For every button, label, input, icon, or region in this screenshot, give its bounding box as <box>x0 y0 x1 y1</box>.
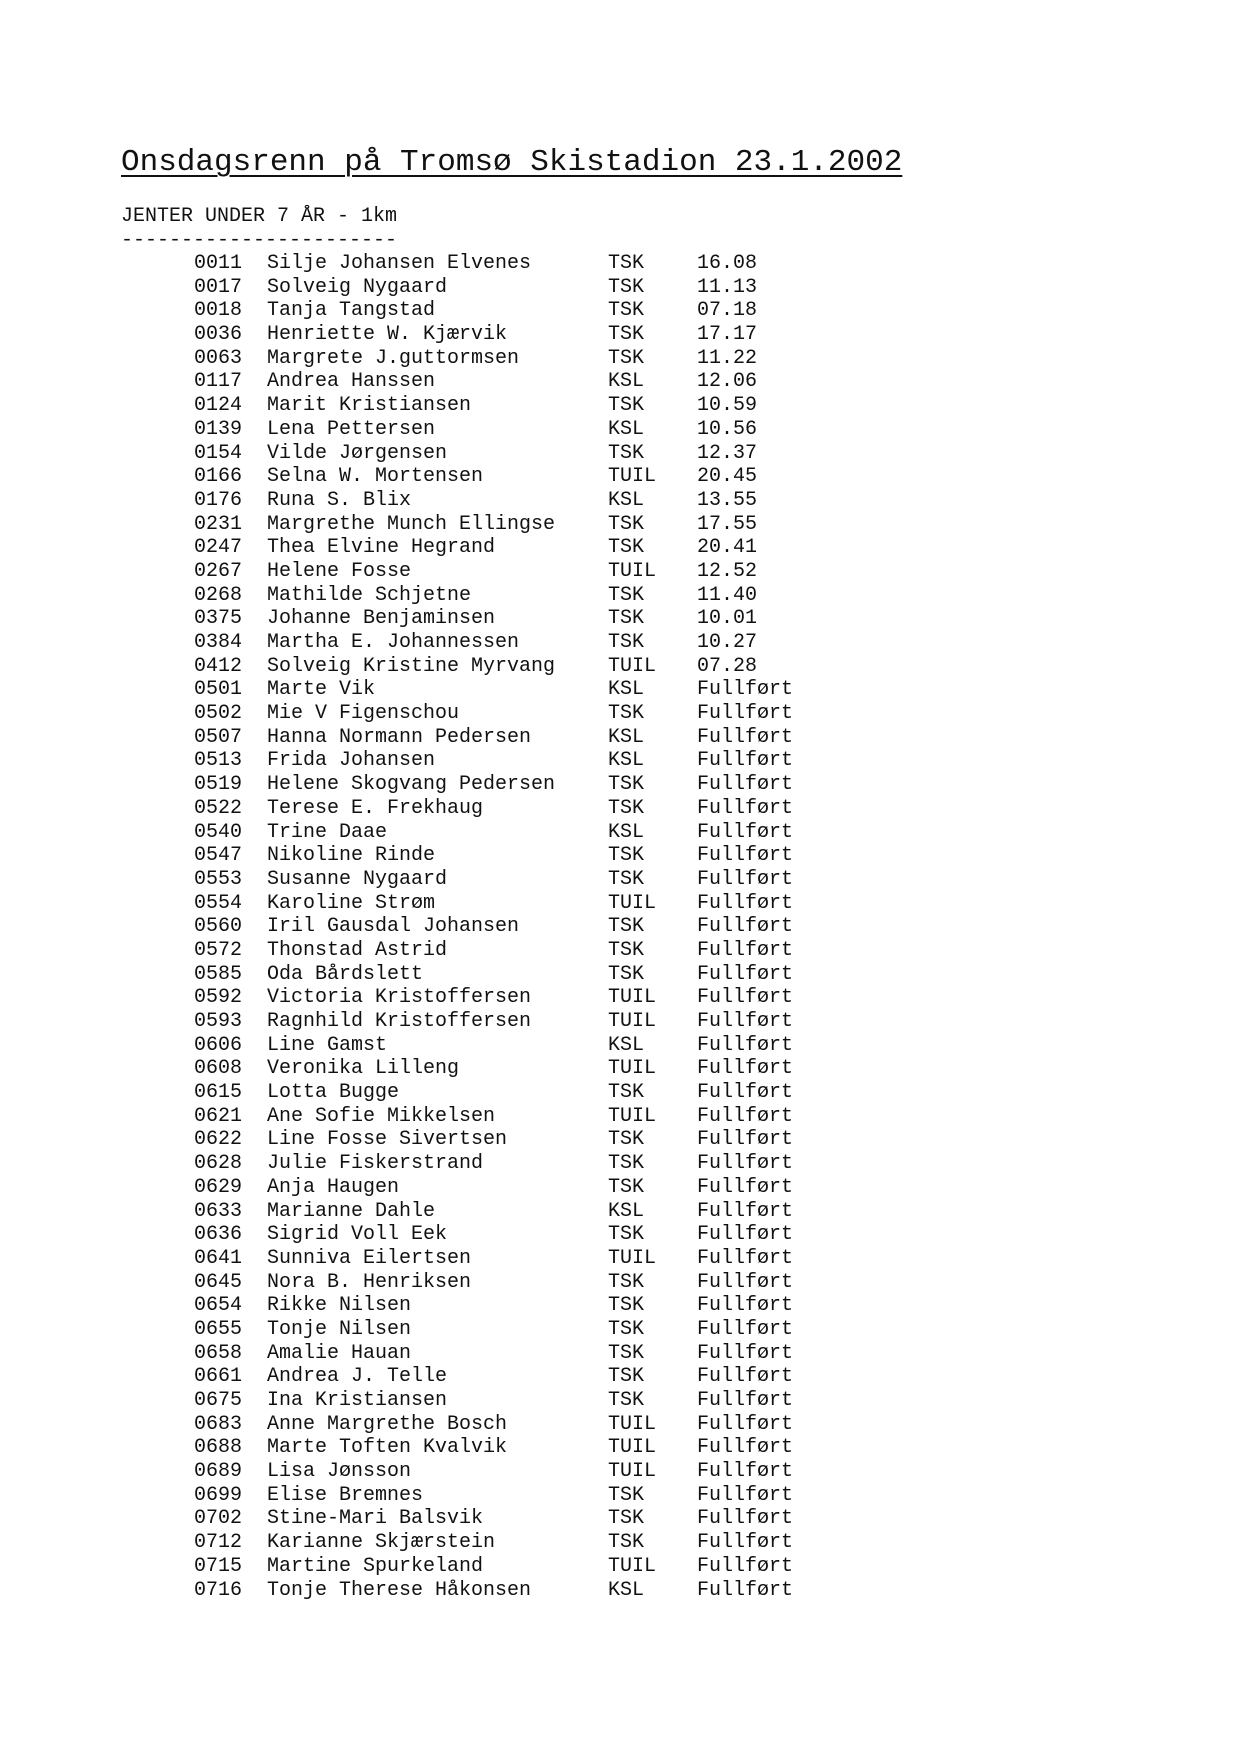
athlete-name: Hanna Normann Pedersen <box>267 725 532 749</box>
club-code: KSL <box>608 1199 645 1223</box>
athlete-name: Sigrid Voll Eek <box>267 1223 448 1247</box>
athlete-name: Trine Daae <box>267 820 388 844</box>
club-code: TSK <box>608 252 645 275</box>
athlete-name: Lotta Bugge <box>267 1081 400 1105</box>
bib-number: 0712 <box>194 1531 243 1555</box>
bib-number: 0018 <box>194 299 243 323</box>
athlete-name: Mathilde Schjetne <box>267 583 472 607</box>
athlete-name: Martine Spurkeland <box>267 1554 484 1578</box>
club-code: TUIL <box>608 1010 657 1033</box>
finish-time: Fullført <box>697 962 794 986</box>
club-code: TUIL <box>608 1246 657 1270</box>
club-code: TSK <box>608 1270 645 1294</box>
athlete-name: Oda Bårdslett <box>267 962 424 986</box>
club-code: TSK <box>608 1294 645 1318</box>
club-code: TUIL <box>608 1057 657 1081</box>
bib-number: 0176 <box>194 488 243 512</box>
bib-number: 0247 <box>194 536 243 560</box>
bib-number: 0622 <box>194 1128 243 1152</box>
club-code: TUIL <box>608 891 657 915</box>
bib-number: 0645 <box>194 1270 243 1294</box>
club-code: TSK <box>608 1483 645 1507</box>
finish-time: Fullført <box>697 844 794 868</box>
club-code: TUIL <box>608 1412 657 1436</box>
bib-number: 0554 <box>194 891 243 915</box>
athlete-name: Martha E. Johannessen <box>267 631 520 654</box>
finish-time: 07.28 <box>697 654 758 678</box>
athlete-name: Rikke Nilsen <box>267 1294 412 1318</box>
athlete-name: Elise Bremnes <box>267 1483 424 1507</box>
club-code: TSK <box>608 702 645 726</box>
finish-time: 10.01 <box>697 607 758 631</box>
athlete-name: Amalie Hauan <box>267 1341 412 1365</box>
bib-number: 0699 <box>194 1483 243 1507</box>
finish-time: 11.22 <box>697 346 758 370</box>
club-code: TUIL <box>608 1554 657 1578</box>
finish-time: Fullført <box>697 1128 794 1152</box>
class-heading: JENTER UNDER 7 ÅR - 1km <box>121 205 398 228</box>
finish-time: 20.41 <box>697 536 758 560</box>
finish-time: 12.52 <box>697 559 758 583</box>
bib-number: 0231 <box>194 512 243 536</box>
bib-number: 0593 <box>194 1010 243 1033</box>
club-code: TSK <box>608 1081 645 1105</box>
finish-time: Fullført <box>697 1223 794 1247</box>
club-code: TSK <box>608 1128 645 1152</box>
finish-time: Fullført <box>697 1365 794 1389</box>
bib-number: 0675 <box>194 1389 243 1412</box>
athlete-name: Marianne Dahle <box>267 1199 436 1223</box>
finish-time: Fullført <box>697 1010 794 1033</box>
divider: ----------------------- <box>121 229 398 252</box>
finish-time: Fullført <box>697 1081 794 1105</box>
bib-number: 0063 <box>194 346 243 370</box>
bib-number: 0268 <box>194 583 243 607</box>
athlete-name: Margrete J.guttormsen <box>267 346 520 370</box>
finish-time: Fullført <box>697 938 794 962</box>
club-code: TSK <box>608 1507 645 1531</box>
club-code: TUIL <box>608 654 657 678</box>
finish-time: Fullført <box>697 1412 794 1436</box>
finish-time: Fullført <box>697 1246 794 1270</box>
athlete-name: Frida Johansen <box>267 749 436 773</box>
club-code: TUIL <box>608 465 657 489</box>
athlete-name: Tonje Therese Håkonsen <box>267 1578 532 1602</box>
page-title: Onsdagsrenn på Tromsø Skistadion 23.1.2002 <box>121 145 903 180</box>
athlete-name: Lisa Jønsson <box>267 1460 412 1484</box>
finish-time: Fullført <box>697 702 794 726</box>
bib-number: 0608 <box>194 1057 243 1081</box>
club-code: TSK <box>608 915 645 939</box>
club-code: TSK <box>608 938 645 962</box>
athlete-name: Line Fosse Sivertsen <box>267 1128 508 1152</box>
athlete-name: Stine-Mari Balsvik <box>267 1507 484 1531</box>
bib-number: 0553 <box>194 867 243 891</box>
athlete-name: Sunniva Eilertsen <box>267 1246 472 1270</box>
athlete-name: Veronika Lilleng <box>267 1057 460 1081</box>
bib-number: 0117 <box>194 370 243 394</box>
club-code: TSK <box>608 607 645 631</box>
athlete-name: Marit Kristiansen <box>267 394 472 418</box>
bib-number: 0715 <box>194 1554 243 1578</box>
athlete-name: Helene Skogvang Pedersen <box>267 773 556 797</box>
athlete-name: Vilde Jørgensen <box>267 441 448 465</box>
club-code: TSK <box>608 275 645 299</box>
club-code: TSK <box>608 1365 645 1389</box>
bib-number: 0124 <box>194 394 243 418</box>
club-code: TSK <box>608 1341 645 1365</box>
club-code: TSK <box>608 631 645 654</box>
athlete-name: Johanne Benjaminsen <box>267 607 496 631</box>
finish-time: Fullført <box>697 1104 794 1128</box>
finish-time: Fullført <box>697 1554 794 1578</box>
finish-time: Fullført <box>697 1152 794 1176</box>
bib-number: 0689 <box>194 1460 243 1484</box>
bib-number: 0513 <box>194 749 243 773</box>
athlete-name: Karoline Strøm <box>267 891 436 915</box>
athlete-name: Tonje Nilsen <box>267 1317 412 1341</box>
finish-time: Fullført <box>697 773 794 797</box>
athlete-name: Ragnhild Kristoffersen <box>267 1010 532 1033</box>
athlete-name: Margrethe Munch Ellingse <box>267 512 556 536</box>
club-code: TUIL <box>608 559 657 583</box>
club-code: KSL <box>608 749 645 773</box>
bib-number: 0166 <box>194 465 243 489</box>
bib-number: 0592 <box>194 986 243 1010</box>
athlete-name: Lena Pettersen <box>267 417 436 441</box>
finish-time: Fullført <box>697 1317 794 1341</box>
club-code: TSK <box>608 583 645 607</box>
finish-time: Fullført <box>697 1578 794 1602</box>
bib-number: 0716 <box>194 1578 243 1602</box>
athlete-name: Nora B. Henriksen <box>267 1270 472 1294</box>
bib-number: 0017 <box>194 275 243 299</box>
bib-number: 0139 <box>194 417 243 441</box>
club-code: TSK <box>608 323 645 347</box>
club-code: TUIL <box>608 1460 657 1484</box>
bib-number: 0267 <box>194 559 243 583</box>
club-code: TSK <box>608 773 645 797</box>
finish-time: Fullført <box>697 796 794 820</box>
club-code: KSL <box>608 725 645 749</box>
bib-number: 0641 <box>194 1246 243 1270</box>
finish-time: Fullført <box>697 1033 794 1057</box>
athlete-name: Helene Fosse <box>267 559 412 583</box>
athlete-name: Karianne Skjærstein <box>267 1531 496 1555</box>
finish-time: Fullført <box>697 891 794 915</box>
bib-number: 0507 <box>194 725 243 749</box>
bib-number: 0629 <box>194 1175 243 1199</box>
athlete-name: Solveig Kristine Myrvang <box>267 654 556 678</box>
finish-time: Fullført <box>697 1531 794 1555</box>
club-code: TSK <box>608 962 645 986</box>
bib-number: 0628 <box>194 1152 243 1176</box>
club-code: KSL <box>608 678 645 702</box>
athlete-name: Julie Fiskerstrand <box>267 1152 484 1176</box>
club-code: TSK <box>608 867 645 891</box>
athlete-name: Thonstad Astrid <box>267 938 448 962</box>
club-code: KSL <box>608 370 645 394</box>
athlete-name: Ina Kristiansen <box>267 1389 448 1412</box>
athlete-name: Line Gamst <box>267 1033 388 1057</box>
bib-number: 0036 <box>194 323 243 347</box>
club-code: TUIL <box>608 1436 657 1460</box>
athlete-name: Ane Sofie Mikkelsen <box>267 1104 496 1128</box>
bib-number: 0688 <box>194 1436 243 1460</box>
finish-time: Fullført <box>697 749 794 773</box>
athlete-name: Tanja Tangstad <box>267 299 436 323</box>
bib-number: 0375 <box>194 607 243 631</box>
finish-time: 12.06 <box>697 370 758 394</box>
bib-number: 0661 <box>194 1365 243 1389</box>
athlete-name: Selna W. Mortensen <box>267 465 484 489</box>
bib-number: 0655 <box>194 1317 243 1341</box>
athlete-name: Solveig Nygaard <box>267 275 448 299</box>
finish-time: 07.18 <box>697 299 758 323</box>
club-code: TSK <box>608 844 645 868</box>
finish-time: Fullført <box>697 867 794 891</box>
bib-number: 0606 <box>194 1033 243 1057</box>
finish-time: Fullført <box>697 1483 794 1507</box>
club-code: KSL <box>608 1578 645 1602</box>
athlete-name: Andrea J. Telle <box>267 1365 448 1389</box>
finish-time: Fullført <box>697 1294 794 1318</box>
finish-time: Fullført <box>697 1270 794 1294</box>
finish-time: Fullført <box>697 1057 794 1081</box>
athlete-name: Marte Toften Kvalvik <box>267 1436 508 1460</box>
club-code: TSK <box>608 394 645 418</box>
club-code: TSK <box>608 1223 645 1247</box>
finish-time: 11.40 <box>697 583 758 607</box>
finish-time: Fullført <box>697 1175 794 1199</box>
bib-number: 0585 <box>194 962 243 986</box>
finish-time: 13.55 <box>697 488 758 512</box>
bib-number: 0540 <box>194 820 243 844</box>
club-code: TSK <box>608 1152 645 1176</box>
athlete-name: Victoria Kristoffersen <box>267 986 532 1010</box>
finish-time: 11.13 <box>697 275 758 299</box>
athlete-name: Anne Margrethe Bosch <box>267 1412 508 1436</box>
bib-number: 0615 <box>194 1081 243 1105</box>
athlete-name: Nikoline Rinde <box>267 844 436 868</box>
club-code: TSK <box>608 536 645 560</box>
club-code: TSK <box>608 441 645 465</box>
finish-time: 10.56 <box>697 417 758 441</box>
athlete-name: Mie V Figenschou <box>267 702 460 726</box>
club-code: TSK <box>608 1389 645 1412</box>
athlete-name: Iril Gausdal Johansen <box>267 915 520 939</box>
bib-number: 0683 <box>194 1412 243 1436</box>
bib-number: 0412 <box>194 654 243 678</box>
finish-time: Fullført <box>697 820 794 844</box>
bib-number: 0011 <box>194 252 243 275</box>
finish-time: Fullført <box>697 986 794 1010</box>
bib-number: 0658 <box>194 1341 243 1365</box>
club-code: KSL <box>608 1033 645 1057</box>
athlete-name: Thea Elvine Hegrand <box>267 536 496 560</box>
finish-time: 10.27 <box>697 631 758 654</box>
bib-number: 0384 <box>194 631 243 654</box>
finish-time: 10.59 <box>697 394 758 418</box>
club-code: TUIL <box>608 1104 657 1128</box>
club-code: KSL <box>608 488 645 512</box>
finish-time: 20.45 <box>697 465 758 489</box>
bib-number: 0702 <box>194 1507 243 1531</box>
finish-time: Fullført <box>697 1341 794 1365</box>
finish-time: 17.55 <box>697 512 758 536</box>
athlete-name: Silje Johansen Elvenes <box>267 252 532 275</box>
bib-number: 0501 <box>194 678 243 702</box>
bib-number: 0572 <box>194 938 243 962</box>
athlete-name: Susanne Nygaard <box>267 867 448 891</box>
club-code: TSK <box>608 1317 645 1341</box>
club-code: TUIL <box>608 986 657 1010</box>
club-code: TSK <box>608 299 645 323</box>
club-code: TSK <box>608 1175 645 1199</box>
finish-time: Fullført <box>697 915 794 939</box>
athlete-name: Andrea Hanssen <box>267 370 436 394</box>
bib-number: 0547 <box>194 844 243 868</box>
athlete-name: Runa S. Blix <box>267 488 412 512</box>
finish-time: Fullført <box>697 1460 794 1484</box>
club-code: TSK <box>608 346 645 370</box>
club-code: KSL <box>608 417 645 441</box>
club-code: TSK <box>608 796 645 820</box>
athlete-name: Terese E. Frekhaug <box>267 796 484 820</box>
bib-number: 0654 <box>194 1294 243 1318</box>
club-code: TSK <box>608 512 645 536</box>
finish-time: 16.08 <box>697 252 758 275</box>
athlete-name: Anja Haugen <box>267 1175 400 1199</box>
bib-number: 0636 <box>194 1223 243 1247</box>
bib-number: 0522 <box>194 796 243 820</box>
bib-number: 0502 <box>194 702 243 726</box>
finish-time: Fullført <box>697 1389 794 1412</box>
bib-number: 0621 <box>194 1104 243 1128</box>
finish-time: Fullført <box>697 678 794 702</box>
finish-time: Fullført <box>697 1436 794 1460</box>
athlete-name: Marte Vik <box>267 678 376 702</box>
bib-number: 0154 <box>194 441 243 465</box>
club-code: TSK <box>608 1531 645 1555</box>
club-code: KSL <box>608 820 645 844</box>
finish-time: Fullført <box>697 1199 794 1223</box>
athlete-name: Henriette W. Kjærvik <box>267 323 508 347</box>
bib-number: 0633 <box>194 1199 243 1223</box>
finish-time: 12.37 <box>697 441 758 465</box>
bib-number: 0560 <box>194 915 243 939</box>
finish-time: 17.17 <box>697 323 758 347</box>
finish-time: Fullført <box>697 1507 794 1531</box>
finish-time: Fullført <box>697 725 794 749</box>
bib-number: 0519 <box>194 773 243 797</box>
